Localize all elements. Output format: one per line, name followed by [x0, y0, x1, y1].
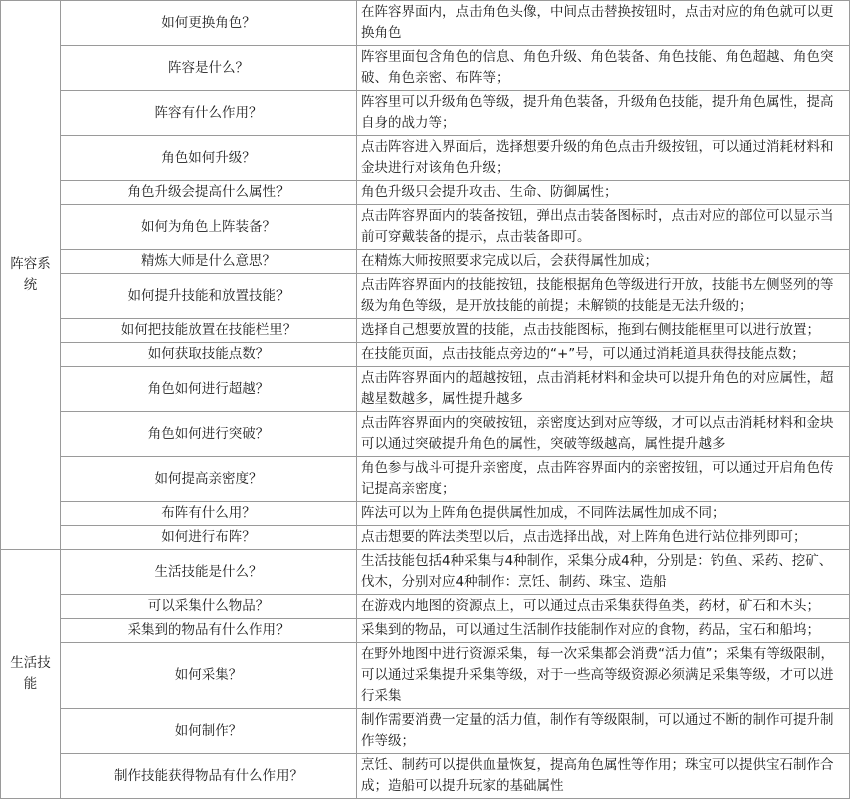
- answer-cell: 烹饪、制药可以提供血量恢复，提高角色属性等作用；珠宝可以提供宝石制作合成；造船可以提升玩家的基础属性: [357, 754, 850, 799]
- answer-cell: 点击阵容界面内的技能按钮，技能根据角色等级进行开放，技能书左侧竖列的等级为角色等级，是开放技能的前提；未解锁的技能是无法升级的；: [357, 274, 850, 319]
- category-cell: 阵容系统: [1, 1, 61, 550]
- answer-cell: 选择自己想要放置的技能，点击技能图标，拖到右侧技能框里可以进行放置；: [357, 319, 850, 343]
- answer-cell: 角色升级只会提升攻击、生命、防御属性；: [357, 181, 850, 205]
- answer-cell: 点击阵容进入界面后，选择想要升级的角色点击升级按钮，可以通过消耗材料和金块进行对该角色升级；: [357, 136, 850, 181]
- question-cell: 如何把技能放置在技能栏里？: [61, 319, 357, 343]
- table-row: [1, 709, 850, 754]
- question-cell: 角色如何升级？: [61, 136, 357, 181]
- question-cell: 可以采集什么物品？: [61, 595, 357, 619]
- answer-cell: 阵容里可以升级角色等级，提升角色装备，升级角色技能，提升角色属性，提高自身的战力等；: [357, 91, 850, 136]
- answer-cell: 采集到的物品，可以通过生活制作技能制作对应的食物，药品，宝石和船坞；: [357, 619, 850, 643]
- answer-cell: 角色参与战斗可提升亲密度，点击阵容界面内的亲密按钮，可以通过开启角色传记提高亲密度；: [357, 457, 850, 502]
- table-row: [1, 1, 850, 46]
- table-row: [1, 343, 850, 367]
- question-cell: 布阵有什么用？: [61, 502, 357, 526]
- answer-cell: 点击阵容界面内的装备按钮，弹出点击装备图标时，点击对应的部位可以显示当前可穿戴装备的提示，点击装备即可。: [357, 205, 850, 250]
- answer-cell: 阵容里面包含角色的信息、角色升级、角色装备、角色技能、角色超越、角色突破、角色亲密、布阵等；: [357, 46, 850, 91]
- question-cell: 如何获取技能点数？: [61, 343, 357, 367]
- question-cell: 如何提高亲密度？: [61, 457, 357, 502]
- question-cell: 生活技能是什么？: [61, 550, 357, 595]
- answer-cell: 生活技能包括4种采集与4种制作，采集分成4种，分别是：钓鱼、采药、挖矿、伐木，分别对应4种制作：烹饪、制药、珠宝、造船: [357, 550, 850, 595]
- table-row: [1, 754, 850, 799]
- answer-cell: 点击阵容界面内的突破按钮，亲密度达到对应等级，才可以点击消耗材料和金块可以通过突破提升角色的属性，突破等级越高，属性提升越多: [357, 412, 850, 457]
- table-row: [1, 412, 850, 457]
- table-row: [1, 274, 850, 319]
- answer-cell: 在精炼大师按照要求完成以后，会获得属性加成；: [357, 250, 850, 274]
- question-cell: 如何采集？: [61, 643, 357, 709]
- table-row: [1, 46, 850, 91]
- question-cell: 角色升级会提高什么属性？: [61, 181, 357, 205]
- question-cell: 如何进行布阵？: [61, 526, 357, 550]
- category-cell: 生活技能: [1, 550, 61, 799]
- question-cell: 制作技能获得物品有什么作用？: [61, 754, 357, 799]
- question-cell: 角色如何进行突破？: [61, 412, 357, 457]
- answer-cell: 阵法可以为上阵角色提供属性加成，不同阵法属性加成不同；: [357, 502, 850, 526]
- question-cell: 阵容有什么作用？: [61, 91, 357, 136]
- table-row: [1, 136, 850, 181]
- question-cell: 采集到的物品有什么作用？: [61, 619, 357, 643]
- question-cell: 角色如何进行超越？: [61, 367, 357, 412]
- table-row: [1, 205, 850, 250]
- table-row: [1, 181, 850, 205]
- table-row: [1, 502, 850, 526]
- answer-cell: 在野外地图中进行资源采集，每一次采集都会消费“活力值”；采集有等级限制，可以通过采集提升采集等级，对于一些高等级资源必须满足采集等级，才可以进行采集: [357, 643, 850, 709]
- table-row: [1, 550, 850, 595]
- question-cell: 精炼大师是什么意思？: [61, 250, 357, 274]
- question-cell: 如何制作？: [61, 709, 357, 754]
- question-cell: 如何提升技能和放置技能？: [61, 274, 357, 319]
- table-row: [1, 457, 850, 502]
- question-cell: 阵容是什么？: [61, 46, 357, 91]
- question-cell: 如何为角色上阵装备？: [61, 205, 357, 250]
- table-row: [1, 367, 850, 412]
- table-row: [1, 91, 850, 136]
- answer-cell: 制作需要消费一定量的活力值，制作有等级限制，可以通过不断的制作可提升制作等级；: [357, 709, 850, 754]
- table-row: [1, 250, 850, 274]
- table-row: [1, 595, 850, 619]
- answer-cell: 点击想要的阵法类型以后，点击选择出战，对上阵角色进行站位排列即可；: [357, 526, 850, 550]
- table-row: [1, 619, 850, 643]
- answer-cell: 在游戏内地图的资源点上，可以通过点击采集获得鱼类，药材，矿石和木头；: [357, 595, 850, 619]
- table-row: [1, 526, 850, 550]
- table-row: [1, 643, 850, 709]
- answer-cell: 在阵容界面内，点击角色头像，中间点击替换按钮时，点击对应的角色就可以更换角色: [357, 1, 850, 46]
- answer-cell: 点击阵容界面内的超越按钮，点击消耗材料和金块可以提升角色的对应属性，超越星数越多，属性提升越多: [357, 367, 850, 412]
- answer-cell: 在技能页面，点击技能点旁边的“+”号，可以通过消耗道具获得技能点数；: [357, 343, 850, 367]
- question-cell: 如何更换角色？: [61, 1, 357, 46]
- table-row: [1, 319, 850, 343]
- faq-table-body: [1, 1, 850, 799]
